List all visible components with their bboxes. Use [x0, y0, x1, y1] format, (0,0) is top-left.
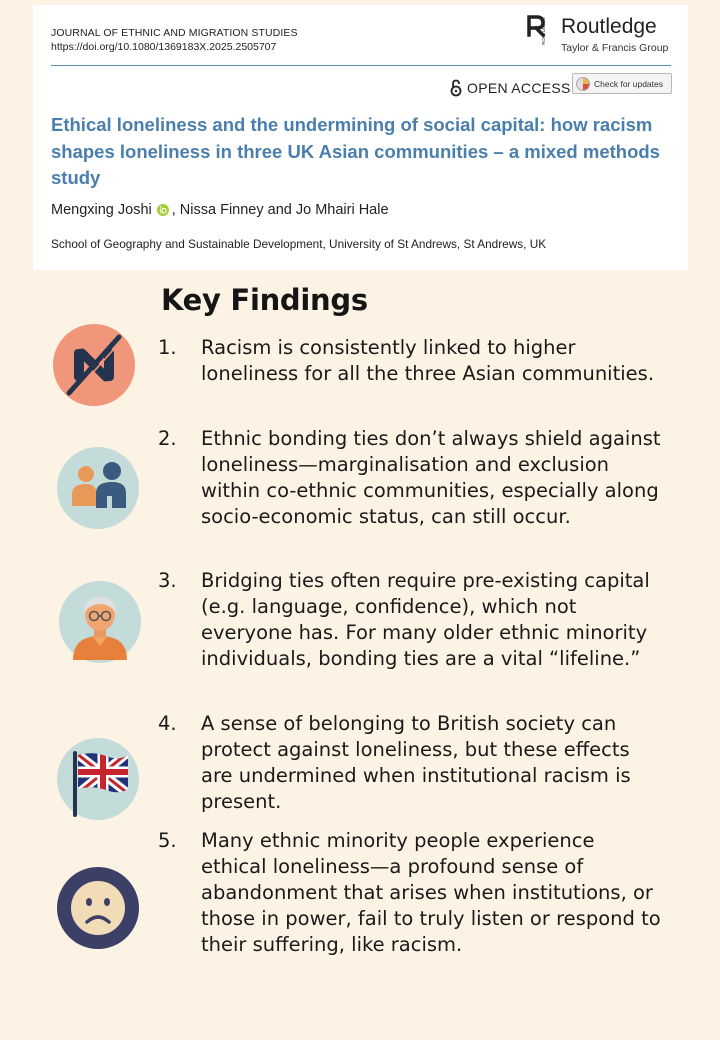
- key-findings-heading: Key Findings: [161, 283, 368, 317]
- sad-face-icon: [56, 866, 140, 954]
- publisher-name: Routledge: [561, 15, 657, 38]
- publisher-group: Taylor & Francis Group: [561, 42, 669, 54]
- routledge-mark-icon: [526, 15, 548, 55]
- article-header: [33, 5, 688, 270]
- check-updates-icon: [576, 77, 590, 91]
- elderly-person-icon: [58, 580, 142, 668]
- finding-text: Ethnic bonding ties don’t always shield against loneliness—marginalisation and exclusion within co-ethnic communities, especially along socio-economic status, can still occur.: [201, 427, 661, 528]
- no-racism-icon: [52, 323, 136, 411]
- first-author[interactable]: Mengxing Joshi: [51, 202, 152, 218]
- orcid-icon[interactable]: [157, 204, 169, 216]
- finding-number: 1.: [158, 336, 177, 359]
- finding-text: Racism is consistently linked to higher loneliness for all the three Asian communities.: [201, 336, 655, 385]
- affiliation: School of Geography and Sustainable Development, University of St Andrews, St Andrews, UK: [51, 237, 547, 251]
- journal-name: JOURNAL OF ETHNIC AND MIGRATION STUDIES: [51, 27, 298, 39]
- header-divider: [51, 65, 671, 66]
- people-icon: [56, 446, 140, 534]
- finding-number: 4.: [158, 712, 177, 735]
- open-access-label: OPEN ACCESS: [467, 80, 571, 96]
- check-updates-button[interactable]: [572, 73, 672, 94]
- uk-flag-icon: [56, 737, 140, 825]
- finding-text: Many ethnic minority people experience ethical loneliness—a profound sense of abandonment that arises when institutions, or those in power, fail to truly listen or respond to their suffering, like racism.: [201, 829, 661, 956]
- finding-number: 3.: [158, 569, 177, 592]
- finding-number: 2.: [158, 427, 177, 450]
- authors-line: [51, 202, 389, 218]
- open-access-badge: [449, 78, 571, 98]
- check-updates-label: Check for updates: [594, 78, 663, 89]
- article-title: Ethical loneliness and the undermining of social capital: how racism shapes loneliness in three UK Asian communities – a mixed methods study: [51, 114, 660, 188]
- open-lock-icon: [449, 79, 463, 97]
- other-authors: , Nissa Finney and Jo Mhairi Hale: [171, 202, 389, 218]
- finding-number: 5.: [158, 829, 177, 852]
- finding-text: Bridging ties often require pre-existing capital (e.g. language, confidence), which not everyone has. For many older ethnic minority individuals, bonding ties are a vital “lifeline.”: [201, 569, 650, 670]
- doi-link[interactable]: https://doi.org/10.1080/1369183X.2025.2505707: [51, 41, 277, 53]
- publisher-logo: [526, 11, 686, 59]
- finding-text: A sense of belonging to British society can protect against loneliness, but these effects are undermined when institutional racism is present.: [201, 712, 631, 813]
- publisher-mark-text: ROUTLEDGE: [541, 16, 546, 45]
